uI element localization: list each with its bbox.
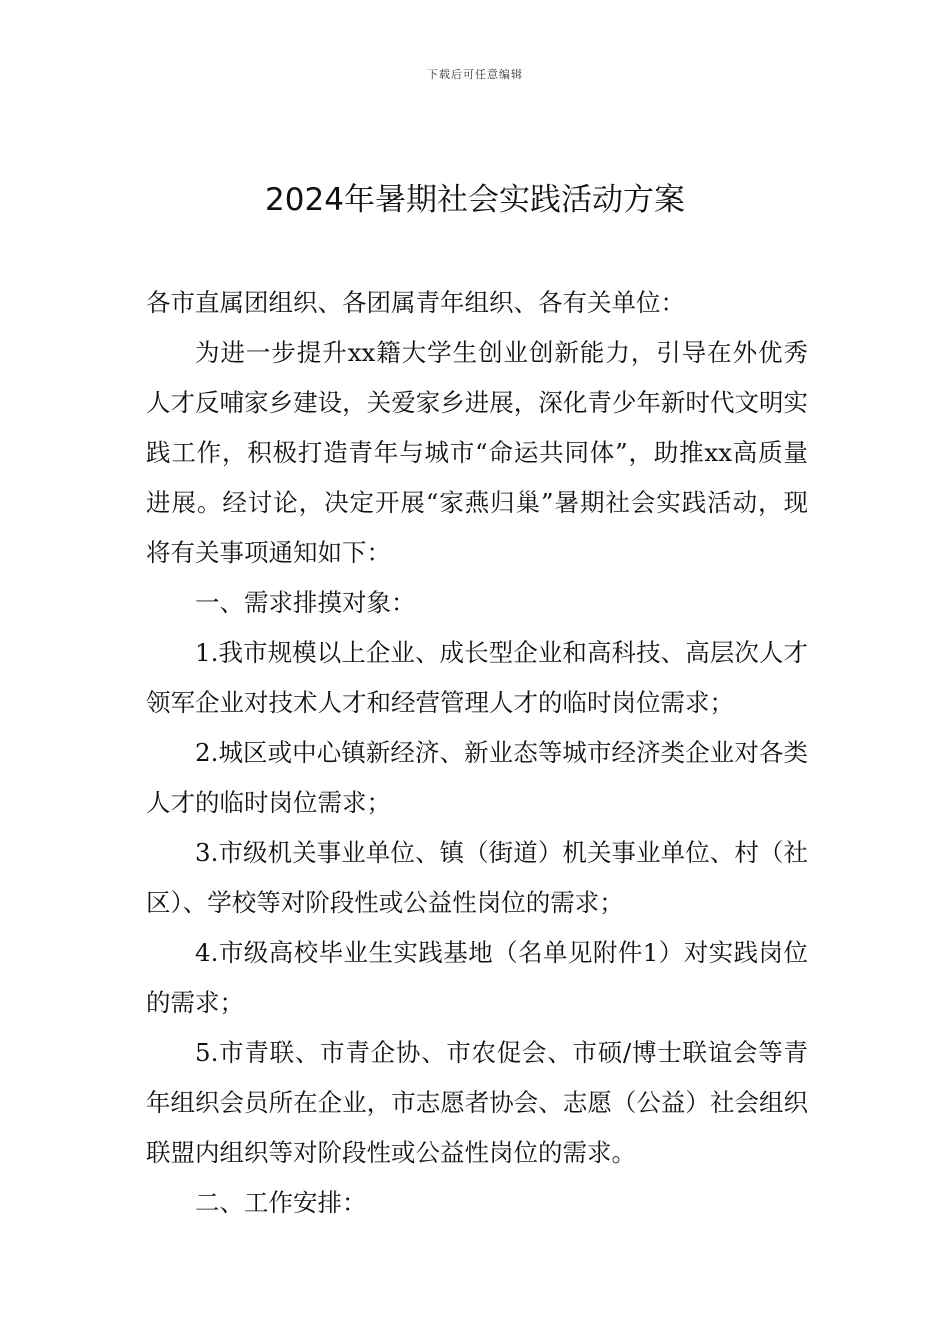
header-note: 下载后可任意编辑	[427, 68, 523, 81]
salutation: 各市直属团组织、各团属青年组织、各有关单位：	[146, 288, 685, 317]
section-heading-2: 二、工作安排：	[195, 1188, 367, 1217]
list-item: 2.城区或中心镇新经济、新业态等城市经济类企业对各类人才的临时岗位需求；	[146, 738, 808, 817]
intro-paragraph: 为进一步提升xx籍大学生创业创新能力，引导在外优秀人才反哺家乡建设，关爱家乡进展，深化青少年新时代文明实践工作，积极打造青年与城市“命运共同体”，助推xx高质量进展。经讨论，决定开展“家燕归巢”暑期社会实践活动，现将有关事项通知如下：	[146, 338, 808, 567]
list-item: 1.我市规模以上企业、成长型企业和高科技、高层次人才领军企业对技术人才和经营管理人才的临时岗位需求；	[146, 638, 808, 717]
section-heading-1: 一、需求排摸对象：	[195, 588, 416, 617]
document-body	[146, 278, 808, 1228]
list-item: 4.市级高校毕业生实践基地（名单见附件1）对实践岗位的需求；	[146, 938, 808, 1017]
document-title: 2024年暑期社会实践活动方案	[265, 182, 685, 218]
list-item: 5.市青联、市青企协、市农促会、市硕/博士联谊会等青年组织会员所在企业，市志愿者协会、志愿（公益）社会组织联盟内组织等对阶段性或公益性岗位的需求。	[146, 1038, 808, 1167]
list-item: 3.市级机关事业单位、镇（街道）机关事业单位、村（社区）、学校等对阶段性或公益性岗位的需求；	[146, 838, 808, 917]
